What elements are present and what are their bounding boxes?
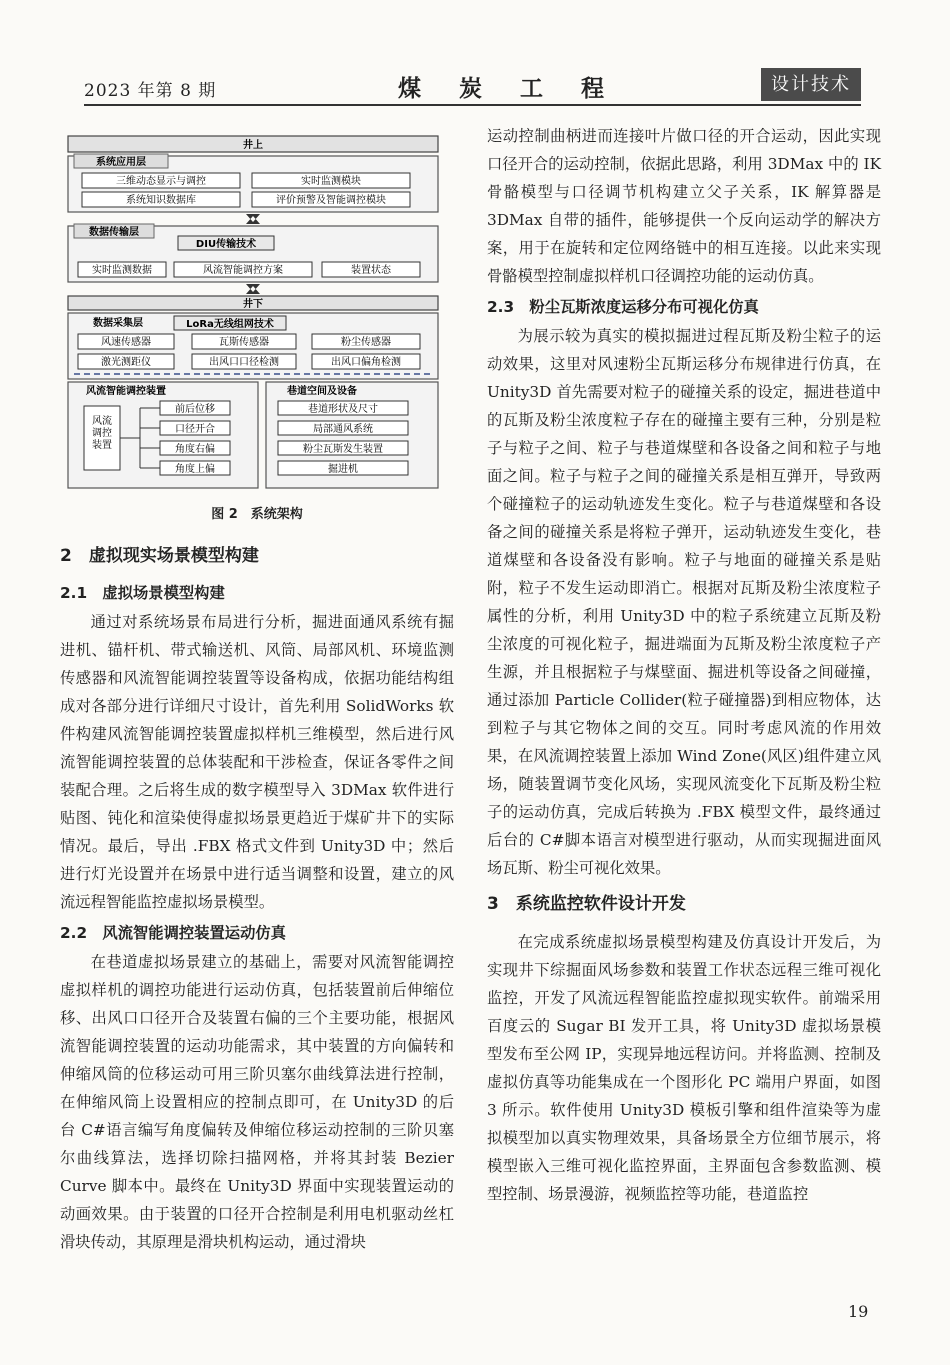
device-center-3: 装置 — [92, 440, 112, 451]
subsection-2-1-heading: 2.1 虚拟场景模型构建 — [60, 584, 225, 602]
page-header — [0, 0, 950, 118]
roadway-item-2: 局部通风系统 — [313, 424, 373, 435]
header-rule — [84, 104, 861, 106]
module-label-1: 三维动态显示与调控 — [116, 176, 206, 187]
surface-label: 井上 — [243, 140, 263, 151]
figure-system-architecture — [60, 130, 454, 500]
subsection-2-2-paragraph: 在巷道虚拟场景建立的基础上，需要对风流智能调控虚拟样机的调控功能进行运动仿真，包括装置前后伸缩位移、出风口口径开合及装置右偏的三个主要功能，根据风流智能调控装置的运动功能需求，其中装置的方向偏转和伸缩风筒的位移运动可用三阶贝塞尔曲线算法进行控制，在伸缩风筒上设置相应的控制点即可，在 Unity3D 的后台 C#语言编写角度偏转及伸缩位移运动控制的三阶贝塞尔曲线算法，选择切除扫描网格，并将其封装 Bezier Curve 脚本中。最终在 Unity3D 界面中实现装置运动的动画效果。由于装置的口径开合控制是利用电机驱动丝杠滑块传动，其原理是滑块机构运动，通过滑块 — [60, 953, 454, 1251]
lora-label: LoRa无线组网技术 — [186, 319, 274, 330]
arrow-updown-2 — [246, 284, 260, 294]
figure-caption: 图 2 系统架构 — [211, 507, 303, 522]
sensor-1: 风速传感器 — [101, 337, 151, 348]
section-badge: 设计技术 — [761, 68, 861, 101]
action-1: 前后位移 — [175, 404, 215, 415]
device-center-1: 风流 — [92, 416, 112, 427]
action-4: 角度上偏 — [175, 464, 215, 475]
journal-title: 煤 炭 工 程 — [398, 75, 620, 102]
issue-label: 2023 年第 8 期 — [84, 81, 217, 101]
subsection-2-3-heading: 2.3 粉尘瓦斯浓度运移分布可视化仿真 — [487, 298, 759, 316]
collect-layer-title: 数据采集层 — [93, 318, 143, 329]
action-3: 角度右偏 — [175, 444, 215, 455]
module-label-3: 系统知识数据库 — [126, 195, 196, 206]
sensor-4: 激光测距仪 — [101, 357, 151, 368]
right-column — [487, 122, 881, 1208]
section-2-heading-wrap — [60, 534, 454, 580]
sensor-3: 粉尘传感器 — [341, 337, 391, 348]
subsection-2-2-heading: 2.2 风流智能调控装置运动仿真 — [60, 924, 286, 942]
module-label-2: 实时监测模块 — [301, 176, 361, 187]
subsection-2-3-paragraph: 为展示较为真实的模拟掘进过程瓦斯及粉尘粒子的运动效果，这里对风速粉尘瓦斯运移分布规律进行仿真，在 Unity3D 首先需要对粒子的碰撞关系的设定，掘进巷道中的瓦斯及粉尘浓度粒子存在的碰撞主要有三种，分别是粒子与粒子之间、粒子与巷道煤壁和各设备之间和粒子与地面之间。粒子与粒子之间的碰撞关系是相互弹开，导致两个碰撞粒子的运动轨迹发生变化。粒子与巷道煤壁和各设备之间的碰撞关系是将粒子弹开，运动轨迹发生变化，巷道煤壁和各设备没有影响。粒子与地面的碰撞关系是贴附，粒子不发生运动即消亡。根据对瓦斯及粉尘浓度粒子属性的分析，利用 Unity3D 中的粒子系统建立瓦斯及粉尘浓度的可视化粒子，掘进端面为瓦斯及粉尘浓度粒子产生源，并且根据粒子与煤壁面、掘进机等设备之间碰撞，通过添加 Particle Collider(粒子碰撞器)到相应物体，达到粒子与其它物体之间的交互。同时考虑风流的作用效果，在风流调控装置上添加 Wind Zone(风区)组件建立风场，随装置调节变化风场，实现风流变化下瓦斯及粉尘粒子的运动仿真，完成后转换为 .FBX 模型文件，最终通过后台的 C#脚本语言对模型进行驱动，从而实现掘进面风场瓦斯、粉尘可视化效果。 — [487, 327, 881, 877]
app-layer-title: 系统应用层 — [96, 157, 146, 168]
transfer-item-1: 实时监测数据 — [92, 265, 152, 276]
sensor-2: 瓦斯传感器 — [219, 337, 269, 348]
transfer-item-3: 装置状态 — [351, 265, 391, 276]
transfer-layer-title: 数据传输层 — [89, 227, 139, 238]
action-2: 口径开合 — [175, 424, 215, 435]
sensor-5: 出风口口径检测 — [209, 357, 279, 368]
roadway-title: 巷道空间及设备 — [287, 386, 357, 397]
roadway-item-3: 粉尘瓦斯发生装置 — [303, 444, 383, 455]
transfer-item-2: 风流智能调控方案 — [203, 265, 283, 276]
section-2-heading: 2 虚拟现实场景模型构建 — [60, 546, 259, 566]
arrow-updown-1 — [246, 214, 260, 224]
roadway-item-1: 巷道形状及尺寸 — [308, 404, 378, 415]
continued-paragraph: 运动控制曲柄进而连接叶片做口径的开合运动，因此实现口径开合的运动控制，依据此思路，利用 3DMax 中的 IK 骨骼模型与口径调节机构建立父子关系，IK 解算器是 3DMax 自带的插件，能够提供一个反向运动学的解决方案，用于在旋转和定位网络链中的相互连接。以此来实现骨骼模型控制虚拟样机口径调控功能的运动仿真。 — [487, 127, 881, 285]
page-number: 19 — [848, 1302, 869, 1321]
section-3-paragraph: 在完成系统虚拟场景模型构建及仿真设计开发后，为实现井下综掘面风场参数和装置工作状态远程三维可视化监控，开发了风流远程智能监控虚拟现实软件。前端采用百度云的 Sugar BI 发开工具，将 Unity3D 虚拟场景模型发布至公网 IP，实现异地远程访问。并将监测、控制及虚拟仿真等功能集成在一个图形化 PC 端用户界面，如图 3 所示。软件使用 Unity3D 模板引擎和组件渲染等为虚拟模型加以真实物理效果，具备场景全方位细节展示，将模型嵌入三维可视化监控界面，主界面包含参数监测、模型控制、场景漫游，视频监控等功能，巷道监控 — [487, 933, 881, 1203]
device-center-2: 调控 — [92, 428, 112, 439]
left-column — [60, 576, 454, 1256]
device-title: 风流智能调控装置 — [86, 386, 166, 397]
diu-label: DIU传输技术 — [195, 239, 257, 250]
underground-label: 井下 — [243, 299, 263, 310]
module-label-4: 评价预警及智能调控模块 — [276, 195, 386, 206]
sensor-6: 出风口偏角检测 — [331, 357, 401, 368]
section-3-heading: 3 系统监控软件设计开发 — [487, 894, 686, 914]
subsection-2-1-paragraph: 通过对系统场景布局进行分析，掘进面通风系统有掘进机、锚杆机、带式输送机、风筒、局部风机、环境监测传感器和风流智能调控装置等设备构成，依据功能结构组成对各部分进行详细尺寸设计，首先利用 SolidWorks 软件构建风流智能调控装置虚拟样机三维模型，然后进行风流智能调控装置的总体装配和干涉检查，保证各零件之间装配合理。之后将生成的数字模型导入 3DMax 软件进行贴图、钝化和渲染使得虚拟场景更趋近于煤矿井下的实际情况。最后，导出 .FBX 格式文件到 Unity3D 中；然后进行灯光设置并在场景中进行适当调整和设置，建立的风流远程智能监控虚拟场景模型。 — [60, 613, 454, 911]
roadway-item-4: 掘进机 — [328, 464, 358, 475]
